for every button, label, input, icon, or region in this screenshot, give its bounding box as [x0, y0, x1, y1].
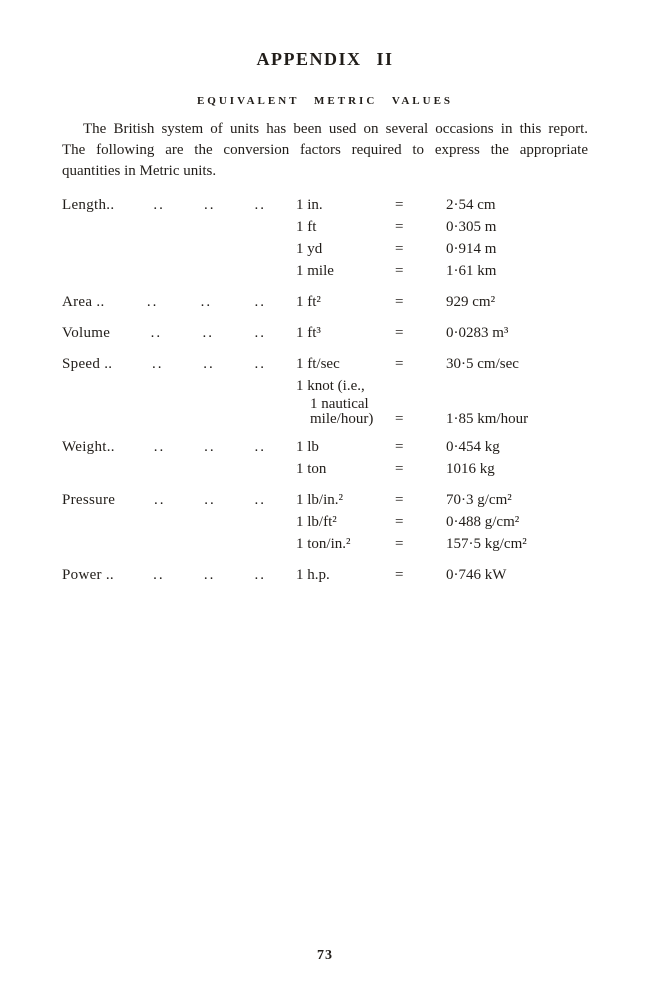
value-cell: 0·914 m	[446, 240, 497, 257]
leader-dots: ..	[254, 355, 266, 372]
category-label: Speed ..	[62, 355, 113, 372]
category-label: Pressure	[62, 491, 116, 508]
value-cell: 157·5 kg/cm²	[446, 535, 527, 552]
unit-cell: 1 lb/in.²	[296, 491, 343, 508]
table-line	[62, 216, 650, 238]
value-cell: 0·454 kg	[446, 438, 500, 455]
category-label: Volume	[62, 324, 111, 341]
table-line	[62, 353, 650, 375]
value-cell: 1016 kg	[446, 460, 495, 477]
category-cell	[62, 436, 296, 458]
equals-sign: =	[395, 410, 404, 427]
category-cell	[62, 322, 296, 344]
intro-line: quantities in Metric units.	[62, 162, 217, 179]
conversion-table	[62, 194, 650, 586]
unit-cell: 1 yd	[296, 240, 323, 257]
page-title: APPENDIX II	[256, 49, 394, 69]
equals-sign: =	[395, 513, 404, 530]
value-cell: 2·54 cm	[446, 196, 496, 213]
table-line	[62, 375, 650, 397]
leader-dots: ..	[254, 324, 266, 341]
leader-dots: ..	[254, 196, 266, 213]
unit-cell: 1 ft	[296, 218, 317, 235]
leader-dots: ..	[153, 196, 165, 213]
leader-dots: ..	[203, 566, 216, 583]
unit-cell: 1 ft²	[296, 293, 321, 310]
category-cell	[62, 564, 296, 586]
category-cell	[62, 489, 296, 511]
unit-cell: 1 ton	[296, 460, 327, 477]
leader-dots: ..	[202, 324, 215, 341]
equals-sign: =	[395, 324, 404, 341]
category-label: Weight..	[62, 438, 115, 455]
table-line	[62, 511, 650, 533]
intro-line: The following are the conversion factors required to express the appropriate	[62, 141, 588, 158]
value-cell: 0·0283 m³	[446, 324, 509, 341]
page-number: 73	[317, 948, 333, 963]
unit-cell: 1 nautical	[310, 395, 369, 412]
unit-cell: 1 ft/sec	[296, 355, 340, 372]
equals-sign: =	[395, 240, 404, 257]
value-cell: 30·5 cm/sec	[446, 355, 519, 372]
table-line	[62, 238, 650, 260]
category-label: Power ..	[62, 566, 114, 583]
category-label: Area ..	[62, 293, 105, 310]
leader-dots: ..	[200, 293, 213, 310]
equals-sign: =	[395, 491, 404, 508]
unit-cell: 1 ton/in.²	[296, 535, 351, 552]
leader-dots: ..	[153, 566, 165, 583]
equals-sign: =	[395, 262, 404, 279]
leader-dots: ..	[254, 293, 266, 310]
leader-dots: ..	[146, 293, 159, 310]
value-cell: 70·3 g/cm²	[446, 491, 512, 508]
leader-dots: ..	[254, 491, 266, 508]
table-line	[62, 397, 650, 412]
equals-sign: =	[395, 355, 404, 372]
leader-dots: ..	[153, 491, 166, 508]
unit-cell: 1 ft³	[296, 324, 321, 341]
unit-cell: 1 lb	[296, 438, 319, 455]
equals-sign: =	[395, 535, 404, 552]
equals-sign: =	[395, 460, 404, 477]
unit-cell: 1 knot (i.e.,	[296, 377, 365, 394]
leader-dots: ..	[254, 566, 266, 583]
value-cell: 929 cm²	[446, 293, 496, 310]
leader-dots: ..	[152, 355, 164, 372]
intro-paragraph	[62, 119, 588, 182]
leader-dots: ..	[254, 438, 266, 455]
table-line	[62, 533, 650, 555]
equals-sign: =	[395, 196, 404, 213]
unit-cell: 1 mile	[296, 262, 334, 279]
table-line	[62, 194, 650, 216]
leader-dots: ..	[203, 196, 216, 213]
equals-sign: =	[395, 293, 404, 310]
intro-line: The British system of units has been used on several occasions in this report.	[83, 120, 588, 137]
value-cell: 0·305 m	[446, 218, 497, 235]
table-line	[62, 458, 650, 480]
leader-dots: ..	[204, 438, 216, 455]
leader-dots: ..	[153, 438, 166, 455]
category-cell	[62, 194, 296, 216]
equals-sign: =	[395, 566, 404, 583]
table-line	[62, 412, 650, 427]
unit-cell: mile/hour)	[310, 410, 374, 427]
value-cell: 0·488 g/cm²	[446, 513, 520, 530]
table-line	[62, 436, 650, 458]
category-label: Length..	[62, 196, 115, 213]
category-cell	[62, 353, 296, 375]
value-cell: 1·61 km	[446, 262, 497, 279]
category-cell	[62, 291, 296, 313]
table-line	[62, 291, 650, 313]
table-line	[62, 564, 650, 586]
leader-dots: ..	[203, 355, 215, 372]
leader-dots: ..	[150, 324, 163, 341]
unit-cell: 1 in.	[296, 196, 323, 213]
value-cell: 1·85 km/hour	[446, 410, 529, 427]
table-line	[62, 260, 650, 282]
table-line	[62, 322, 650, 344]
value-cell: 0·746 kW	[446, 566, 507, 583]
equals-sign: =	[395, 218, 404, 235]
unit-cell: 1 h.p.	[296, 566, 330, 583]
section-heading: EQUIVALENT METRIC VALUES	[196, 94, 454, 107]
equals-sign: =	[395, 438, 404, 455]
unit-cell: 1 lb/ft²	[296, 513, 337, 530]
leader-dots: ..	[204, 491, 216, 508]
table-line	[62, 489, 650, 511]
